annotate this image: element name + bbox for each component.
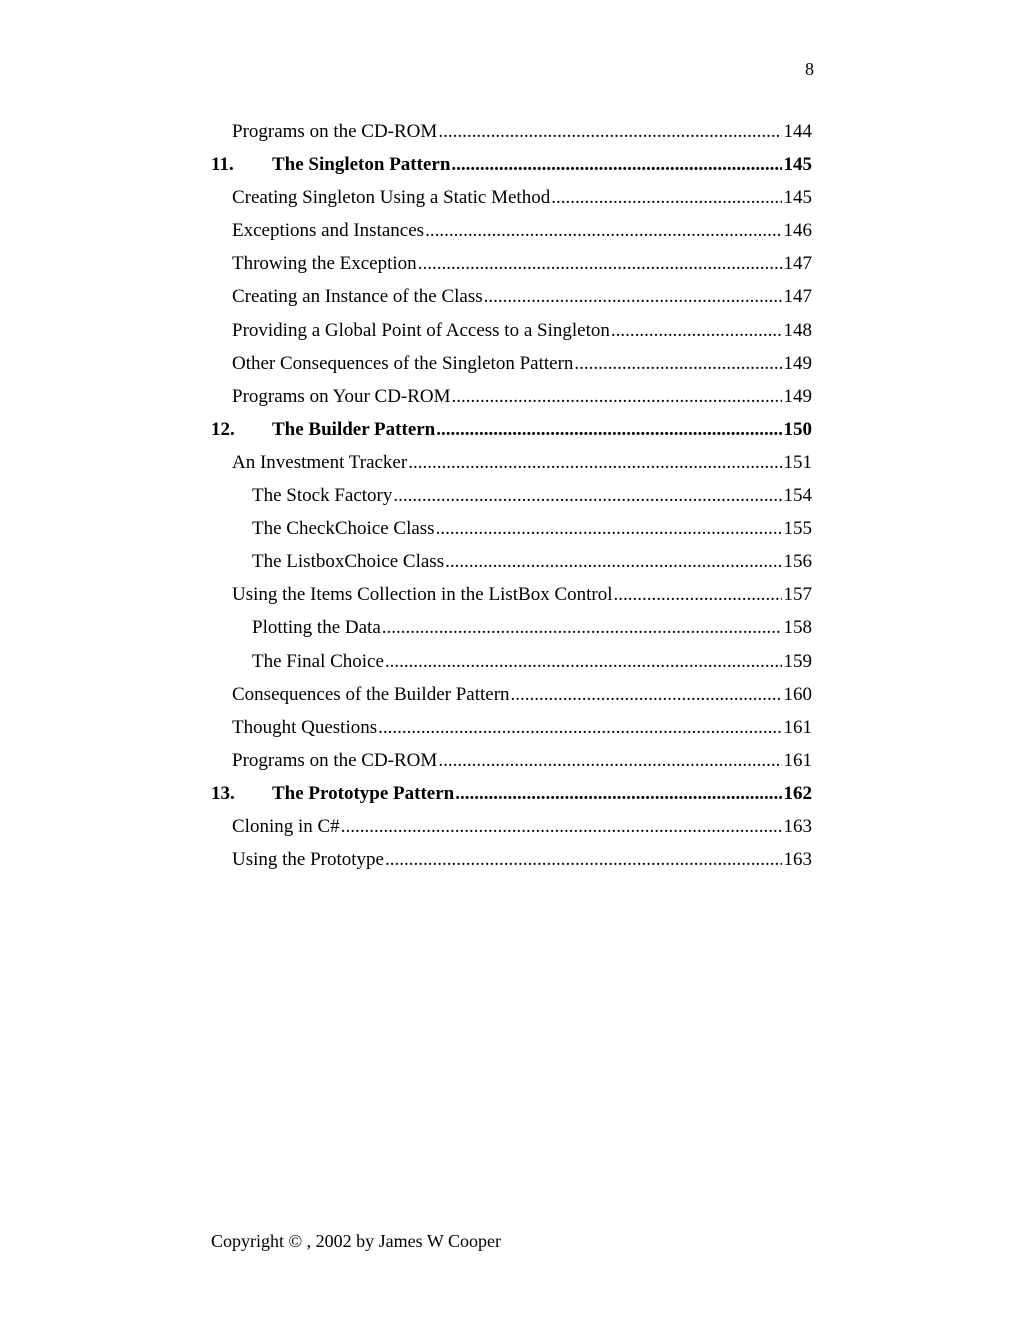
toc-page-number: 163 xyxy=(783,849,812,871)
toc-section-entry[interactable] xyxy=(211,813,812,846)
toc-section-entry[interactable] xyxy=(211,548,812,581)
toc-section-entry[interactable] xyxy=(211,184,812,217)
toc-entry-title: The ListboxChoice Class xyxy=(252,551,445,573)
toc-dot-leader xyxy=(385,648,782,676)
toc-chapter-number: 12. xyxy=(211,418,235,440)
toc-page-number: 146 xyxy=(783,220,812,242)
toc-section-entry[interactable] xyxy=(211,581,812,614)
toc-dot-leader xyxy=(551,184,781,212)
toc-entry-title: Consequences of the Builder Pattern xyxy=(232,683,510,705)
toc-dot-leader xyxy=(452,383,782,411)
toc-page-number: 156 xyxy=(783,551,812,573)
toc-chapter-entry[interactable] xyxy=(211,780,812,813)
toc-section-entry[interactable] xyxy=(211,747,812,780)
toc-dot-leader xyxy=(378,714,781,742)
toc-dot-leader xyxy=(574,350,781,378)
toc-section-entry[interactable] xyxy=(211,383,812,416)
toc-section-entry[interactable] xyxy=(211,317,812,350)
toc-page-number: 148 xyxy=(783,319,812,341)
toc-section-entry[interactable] xyxy=(211,846,812,879)
toc-dot-leader xyxy=(451,151,781,179)
toc-page-number: 149 xyxy=(783,385,812,407)
toc-dot-leader xyxy=(445,548,781,576)
toc-dot-leader xyxy=(436,515,782,543)
toc-chapter-entry[interactable] xyxy=(211,416,812,449)
toc-dot-leader xyxy=(611,317,782,345)
toc-page-number: 145 xyxy=(783,154,812,176)
toc-dot-leader xyxy=(408,449,781,477)
toc-page-number: 161 xyxy=(783,749,812,771)
toc-chapter-number: 11. xyxy=(211,154,234,176)
toc-page-number: 157 xyxy=(783,584,812,606)
toc-dot-leader xyxy=(341,813,782,841)
toc-page-number: 160 xyxy=(783,683,812,705)
toc-page-number: 145 xyxy=(783,187,812,209)
toc-section-entry[interactable] xyxy=(211,118,812,151)
toc-dot-leader xyxy=(382,614,782,642)
toc-section-entry[interactable] xyxy=(211,614,812,647)
page-number: 8 xyxy=(805,59,814,79)
toc-dot-leader xyxy=(511,681,782,709)
toc-section-entry[interactable] xyxy=(211,482,812,515)
toc-dot-leader xyxy=(438,747,781,775)
toc-entry-title: Programs on the CD-ROM xyxy=(232,749,438,771)
toc-entry-title: Creating Singleton Using a Static Method xyxy=(232,187,551,209)
toc-page-number: 161 xyxy=(783,716,812,738)
toc-dot-leader xyxy=(455,780,781,808)
toc-page-number: 163 xyxy=(783,815,812,837)
toc-entry-title: The Prototype Pattern xyxy=(272,782,455,804)
toc-dot-leader xyxy=(393,482,781,510)
toc-page-number: 162 xyxy=(783,782,812,804)
toc-entry-title: The Final Choice xyxy=(252,650,384,672)
toc-dot-leader xyxy=(438,118,781,146)
toc-section-entry[interactable] xyxy=(211,648,812,681)
table-of-contents xyxy=(211,118,812,879)
toc-page-number: 149 xyxy=(783,352,812,374)
toc-entry-title: Using the Items Collection in the ListBox Control xyxy=(232,584,613,606)
toc-entry-title: Programs on the CD-ROM xyxy=(232,121,438,142)
toc-page-number: 155 xyxy=(783,518,812,540)
toc-page-number: 159 xyxy=(783,650,812,672)
toc-entry-title: The Builder Pattern xyxy=(272,418,436,440)
toc-entry-title: Programs on Your CD-ROM xyxy=(232,385,451,407)
toc-page-number: 151 xyxy=(783,451,812,473)
toc-page-number: 147 xyxy=(783,286,812,308)
toc-section-entry[interactable] xyxy=(211,283,812,316)
toc-section-entry[interactable] xyxy=(211,250,812,283)
toc-entry-title: Thought Questions xyxy=(232,716,378,738)
toc-dot-leader xyxy=(385,846,782,874)
toc-dot-leader xyxy=(614,581,782,609)
toc-entry-title: Creating an Instance of the Class xyxy=(232,286,483,308)
toc-section-entry[interactable] xyxy=(211,350,812,383)
toc-entry-title: An Investment Tracker xyxy=(232,451,408,473)
toc-section-entry[interactable] xyxy=(211,515,812,548)
toc-section-entry[interactable] xyxy=(211,681,812,714)
toc-page-number: 144 xyxy=(783,121,812,142)
toc-entry-title: Providing a Global Point of Access to a Singleton xyxy=(232,319,610,341)
toc-entry-title: Other Consequences of the Singleton Pattern xyxy=(232,352,574,374)
toc-dot-leader xyxy=(425,217,781,245)
toc-dot-leader xyxy=(484,283,782,311)
toc-entry-title: Exceptions and Instances xyxy=(232,220,425,242)
toc-chapter-entry[interactable] xyxy=(211,151,812,184)
toc-section-entry[interactable] xyxy=(211,217,812,250)
toc-entry-title: Cloning in C# xyxy=(232,815,340,837)
toc-chapter-number: 13. xyxy=(211,782,235,804)
copyright-footer: Copyright © , 2002 by James W Cooper xyxy=(211,1231,501,1251)
toc-dot-leader xyxy=(436,416,781,444)
toc-dot-leader xyxy=(418,250,782,278)
toc-entry-title: The CheckChoice Class xyxy=(252,518,435,540)
toc-page-number: 158 xyxy=(783,617,812,639)
toc-entry-title: Plotting the Data xyxy=(252,617,381,639)
toc-page-number: 147 xyxy=(783,253,812,275)
toc-entry-title: The Stock Factory xyxy=(252,485,393,507)
toc-entry-title: Throwing the Exception xyxy=(232,253,417,275)
toc-section-entry[interactable] xyxy=(211,714,812,747)
toc-section-entry[interactable] xyxy=(211,449,812,482)
toc-entry-title: Using the Prototype xyxy=(232,849,384,871)
toc-entry-title: The Singleton Pattern xyxy=(272,154,451,176)
toc-page-number: 150 xyxy=(783,418,812,440)
toc-page-number: 154 xyxy=(783,485,812,507)
